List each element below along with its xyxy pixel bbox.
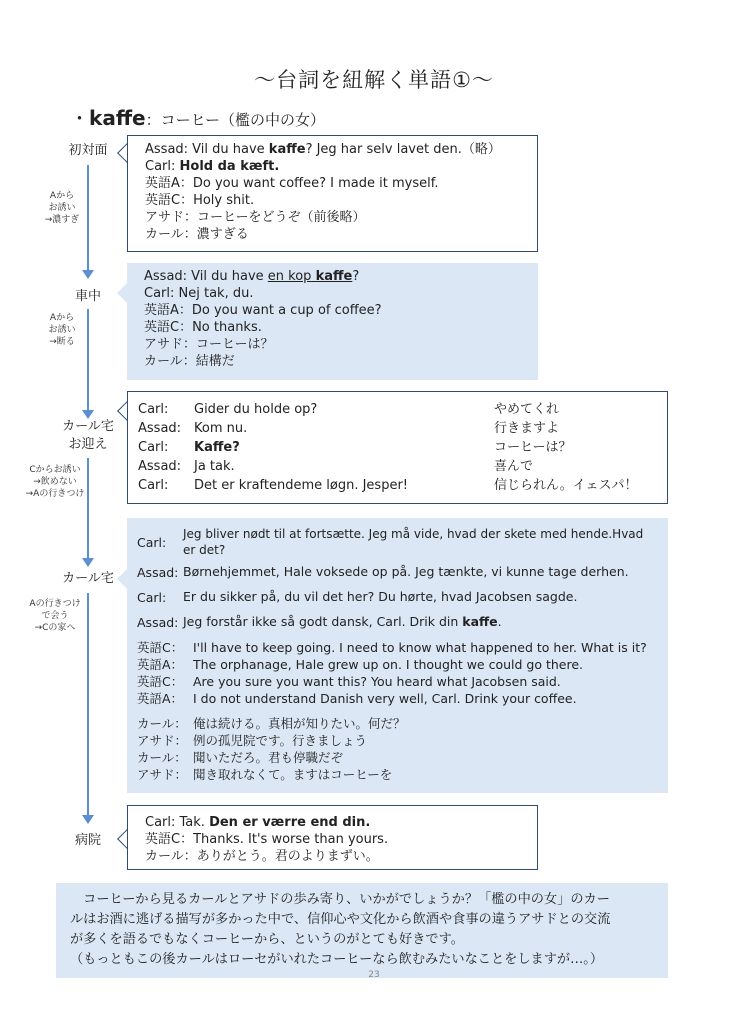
box5-line1: Carl: Tak. Den er værre end din. [145,815,371,830]
box4-ja-text: 俺は続ける。真相が知りたい。何だ？ [193,716,406,731]
box3-ja: やめてくれ [494,402,560,417]
dialogue-box-pickup [127,391,668,504]
timeline-arrow-3 [82,558,94,567]
box4-ja-speaker: カール： [137,750,187,765]
box1-line1: Assad: Vil du have kaffe? Jeg har selv lavet den.（略） [145,142,501,157]
dialogue-box-carl-home [127,518,668,793]
summary-line4: （もっともこの後カールはローセがいれたコーヒーなら飲むみたいなことをしますが…。） [70,952,604,967]
box4-danish [137,526,658,631]
box4-ja-text: 例の孤児院です。行きましょう [193,733,368,748]
box4-ja-speaker: アサド： [137,733,188,748]
box3-text: Kom nu. [194,421,248,436]
box1-line5: アサド：コーヒーをどうぞ（前後略） [145,210,366,225]
box4-text: Er du sikker på, du vil det her? Du hørte, hvad Jacobsen sagde. [183,589,578,604]
stage-carl-home-pickup: カール宅 お迎え [62,419,114,452]
box3-text: Kaffe? [194,440,240,455]
box4-speaker: Carl: [137,590,167,605]
box4-en-text: I'll have to keep going. I need to know what happened to her. What is it? [193,640,647,655]
box3-text: Det er kraftendeme løgn. Jesper! [194,478,409,493]
dialogue-box-first-meeting [127,135,538,252]
box4-speaker: Carl: [137,535,167,550]
box4-japanese [137,715,658,783]
box4-en-text: I do not understand Danish very well, Carl. Drink your coffee. [193,691,577,706]
box3-speaker: Carl: [138,402,169,417]
box4-ja-text: 聞いただろ。君も停職だぞ [193,750,344,765]
box4-text: Jeg bliver nødt til at fortsætte. Jeg må vide, hvad der skete med hende.Hvad er det? [183,527,644,557]
box4-speaker: Assad: [137,565,179,580]
box4-en-speaker: 英語A： [137,691,184,706]
stage-first-meeting: 初対面 [68,143,108,158]
stage-hospital: 病院 [74,833,101,848]
heading-word: kaffe [89,106,146,130]
box3-speaker: Carl: [138,440,169,455]
box3-ja: 行きますよ [494,421,560,436]
box2-line5: アサド：コーヒーは？ [144,337,274,352]
box4-ja-text: 聞き取れなくて。ますはコーヒーを [193,767,393,782]
note-3: Cからお誘い →飲めない →Aの行きつけ [25,465,85,500]
box4-en-text: Are you sure you want this? You heard what Jacobsen said. [193,674,561,689]
box1-line6: カール：濃すぎる [145,227,249,242]
stage-carl-home: カール宅 [62,571,114,586]
box3-speaker: Assad: [138,421,182,436]
box5-line2: 英語C：Thanks. It's worse than yours. [145,832,389,847]
heading-bullet: ・ [70,108,90,130]
box2-line3: 英語A：Do you want a cup of coffee? [144,303,382,318]
box3-ja: コーヒーは？ [494,440,572,455]
box4-en-speaker: 英語C： [137,640,184,655]
word-heading [70,104,325,131]
box3-table [138,401,657,494]
note-4: Aの行きつけ で会う →Cの家へ [29,599,81,634]
box4-text: Jeg forstår ikke så godt dansk, Carl. Drik din kaffe. [183,614,502,629]
box5-line3: カール：ありがとう。君のよりまずい。 [145,849,379,864]
box2-line1: Assad: Vil du have en kop kaffe? [144,269,360,284]
box3-ja: 喜んで [494,459,534,474]
summary-line2: ルはお酒に逃げる描写が多かった中で、信仰心や文化から飲酒や食事の違うアサドとの交流 [70,912,611,927]
dialogue-box-in-car [127,263,538,380]
note-1: Aから お誘い →濃すぎ [44,191,80,226]
box2-line2: Carl: Nej tak, du. [144,286,254,301]
dialogue-box-hospital [127,805,538,870]
box1-line2: Carl: Hold da kæft. [145,159,280,174]
page-title: 〜台詞を紐解く単語①〜 [254,68,494,92]
box3-speaker: Carl: [138,478,169,493]
box4-text: Børnehjemmet, Hale voksede op på. Jeg tænkte, vi kunne tage derhen. [183,564,629,579]
box2-line6: カール：結構だ [144,354,235,369]
box4-en-speaker: 英語C： [137,674,184,689]
box3-text: Ja tak. [194,459,235,474]
stage-in-car: 車中 [74,289,101,304]
timeline-arrow-4 [82,815,94,824]
box3-text: Gider du holde op? [194,402,318,417]
heading-gloss: ：コーヒー（檻の中の女） [145,111,325,129]
box1-line4: 英語C：Holy shit. [145,193,255,208]
box4-ja-speaker: アサド： [137,767,188,782]
note-2: Aから お誘い →断る [48,313,76,348]
box4-en-speaker: 英語A： [137,657,184,672]
summary-box [56,883,668,978]
summary-line3: が多くを語るでもなくコーヒーから、というのがとても好きです。 [70,932,464,947]
box1-line3: 英語A：Do you want coffee? I made it myself. [145,176,439,191]
timeline-arrow-1 [82,270,94,279]
summary-line1: コーヒーから見るカールとアサドの歩み寄り、いかがでしょうか？「檻の中の女」のカー [70,892,610,907]
box4-en-text: The orphanage, Hale grew up on. I thought we could go there. [193,657,584,672]
box3-ja: 信じられん。イェスパ！ [494,478,638,493]
box4-ja-speaker: カール： [137,716,187,731]
box2-line4: 英語C：No thanks. [144,320,262,335]
box4-english [137,639,658,707]
box4-speaker: Assad: [137,615,179,630]
page-number: 23 [368,970,380,980]
box3-speaker: Assad: [138,459,182,474]
